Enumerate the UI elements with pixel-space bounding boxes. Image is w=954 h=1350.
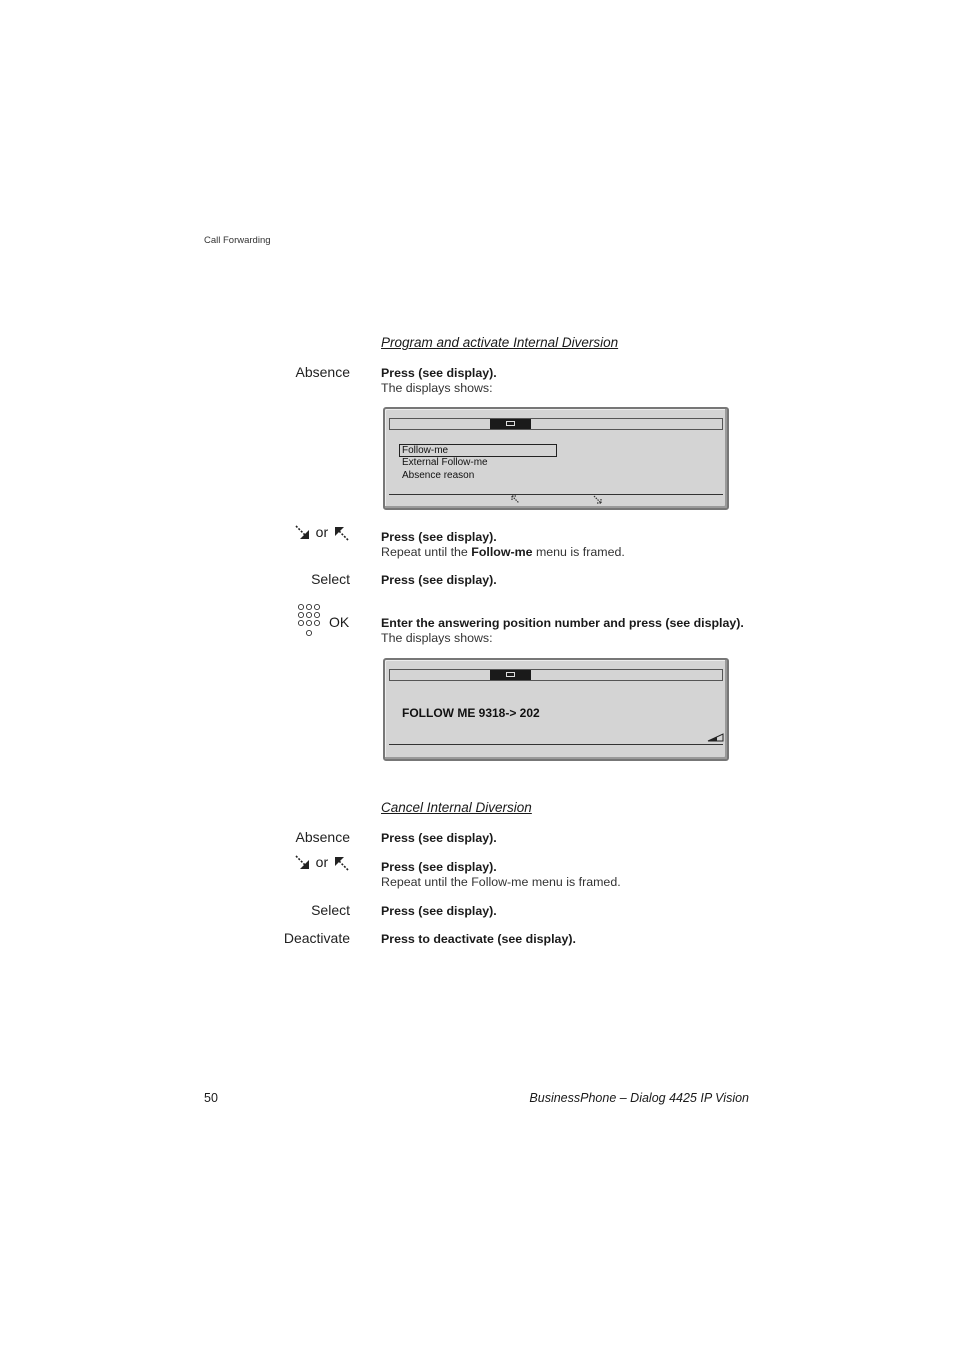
arrow-keys-group bbox=[290, 854, 350, 872]
step-instruction bbox=[381, 366, 497, 396]
phone-display-menu bbox=[383, 407, 729, 510]
display-follow-me-text: FOLLOW ME 9318-> 202 bbox=[402, 706, 540, 720]
up-arrow-key-icon[interactable] bbox=[332, 524, 350, 542]
step-instruction bbox=[381, 831, 497, 846]
display-divider bbox=[389, 744, 723, 745]
up-arrow-icon bbox=[511, 495, 521, 505]
menu-item-follow-me: Follow-me bbox=[402, 445, 449, 456]
or-text: or bbox=[315, 854, 329, 870]
section-title-cancel: Cancel Internal Diversion bbox=[381, 800, 532, 815]
step-instruction bbox=[381, 860, 621, 890]
step-instruction bbox=[381, 616, 744, 646]
instruction-bold: Press (see display). bbox=[381, 366, 497, 380]
step-label-absence: Absence bbox=[295, 829, 350, 845]
signal-icon bbox=[707, 733, 725, 743]
menu-item-external-follow-me: External Follow-me bbox=[402, 457, 488, 468]
footer-title: BusinessPhone – Dialog 4425 IP Vision bbox=[529, 1091, 749, 1105]
display-tab-icon bbox=[490, 670, 531, 680]
display-status-bar bbox=[389, 418, 723, 430]
instruction-bold: Press (see display). bbox=[381, 904, 497, 918]
or-text: or bbox=[315, 524, 329, 540]
up-arrow-key-icon[interactable] bbox=[332, 854, 350, 872]
display-tab-icon bbox=[490, 419, 531, 429]
arrow-keys-group bbox=[290, 524, 350, 542]
step-instruction bbox=[381, 904, 497, 919]
step-instruction bbox=[381, 932, 576, 947]
step-label-deactivate: Deactivate bbox=[283, 930, 350, 946]
instruction-note: Repeat until the Follow-me menu is framed. bbox=[381, 545, 625, 559]
instruction-bold: Press to deactivate (see display). bbox=[381, 932, 576, 946]
step-instruction bbox=[381, 530, 625, 560]
step-label-absence: Absence bbox=[295, 364, 350, 380]
instruction-note: The displays shows: bbox=[381, 381, 493, 395]
phone-display-confirmation bbox=[383, 658, 729, 761]
instruction-bold: Enter the answering position number and press (see display). bbox=[381, 616, 744, 630]
display-divider bbox=[389, 494, 723, 495]
step-label-select: Select bbox=[311, 902, 350, 918]
step-label-select: Select bbox=[311, 571, 350, 587]
menu-item-absence-reason: Absence reason bbox=[402, 470, 475, 481]
down-arrow-key-icon[interactable] bbox=[294, 524, 312, 542]
instruction-bold: Press (see display). bbox=[381, 573, 497, 587]
ok-label: OK bbox=[329, 614, 350, 630]
instruction-note: The displays shows: bbox=[381, 631, 493, 645]
running-header: Call Forwarding bbox=[204, 235, 271, 246]
instruction-note: Repeat until the Follow-me menu is framed. bbox=[381, 875, 621, 889]
step-instruction bbox=[381, 573, 497, 588]
instruction-bold: Press (see display). bbox=[381, 831, 497, 845]
display-status-bar bbox=[389, 669, 723, 681]
keypad-icon[interactable] bbox=[296, 603, 324, 639]
down-arrow-icon bbox=[593, 495, 603, 505]
instruction-bold: Press (see display). bbox=[381, 860, 497, 874]
section-title-program: Program and activate Internal Diversion bbox=[381, 335, 619, 350]
page-number: 50 bbox=[204, 1091, 218, 1105]
down-arrow-key-icon[interactable] bbox=[294, 854, 312, 872]
instruction-bold: Press (see display). bbox=[381, 530, 497, 544]
